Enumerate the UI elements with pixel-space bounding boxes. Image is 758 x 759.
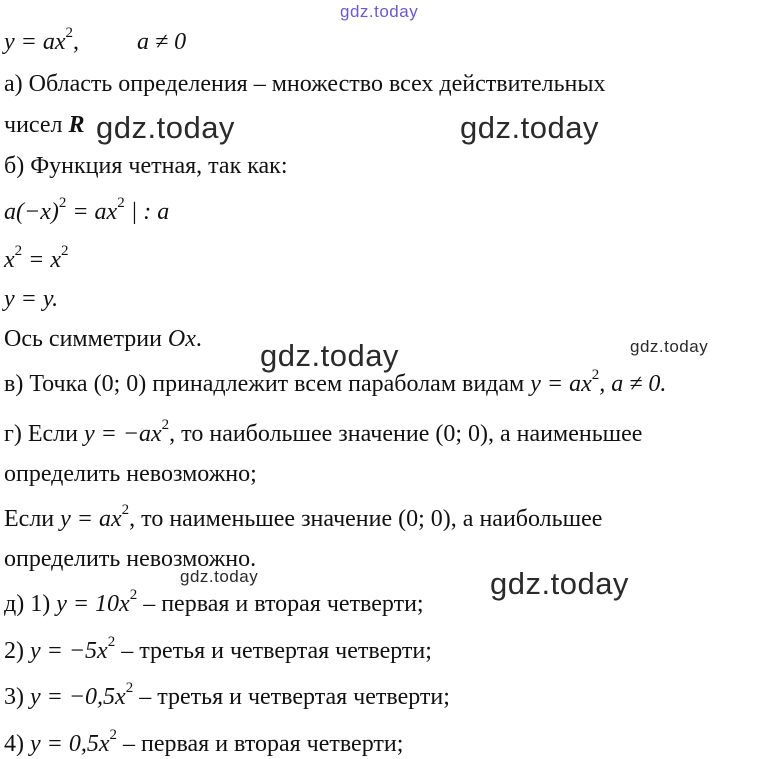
- text-line: д) 1) $y = 10x^2$ – первая и вторая четверти;: [4, 587, 424, 617]
- text-line: 4) $y = 0,5x^2$ – первая и вторая четверти;: [4, 727, 404, 757]
- watermark: gdz.today: [630, 337, 709, 356]
- watermark-top: gdz.today: [340, 2, 419, 21]
- watermark: gdz.today: [180, 567, 259, 586]
- watermark: gdz.today: [96, 110, 235, 145]
- text-line: 3) $y = -0,5x^2$ – третья и четвертая четверти;: [4, 680, 450, 710]
- formula-line: y = y.: [4, 286, 59, 312]
- text-line: 2) $y = -5x^2$ – третья и четвертая четверти;: [4, 634, 432, 664]
- formula-line: $x^2 = x^2$: [4, 243, 69, 273]
- text-line: а) Область определения – множество всех действительных: [4, 71, 606, 97]
- watermark: gdz.today: [460, 110, 599, 145]
- text-line: Ось симметрии Ox.: [4, 326, 202, 352]
- text-line: определить невозможно;: [4, 461, 257, 487]
- text-line: Если $y = ax^2$, то наименьшее значение (0; 0), а наибольшее: [4, 502, 603, 532]
- text-line: б) Функция четная, так как:: [4, 153, 288, 179]
- formula-line: $y = ax^2$, a ≠ 0: [4, 25, 187, 55]
- text-line: чисел R: [4, 112, 85, 138]
- text-line: г) Если $y = -ax^2$, то наибольшее значение (0; 0), а наименьшее: [4, 417, 643, 447]
- text-line: определить невозможно.: [4, 546, 257, 572]
- watermark: gdz.today: [490, 566, 629, 601]
- formula-line: $a(-x)^2 = ax^2$ | : a: [4, 195, 170, 225]
- watermark: gdz.today: [260, 338, 399, 373]
- text-line: в) Точка (0; 0) принадлежит всем параболам видам $y = ax^2$, a ≠ 0.: [4, 367, 667, 397]
